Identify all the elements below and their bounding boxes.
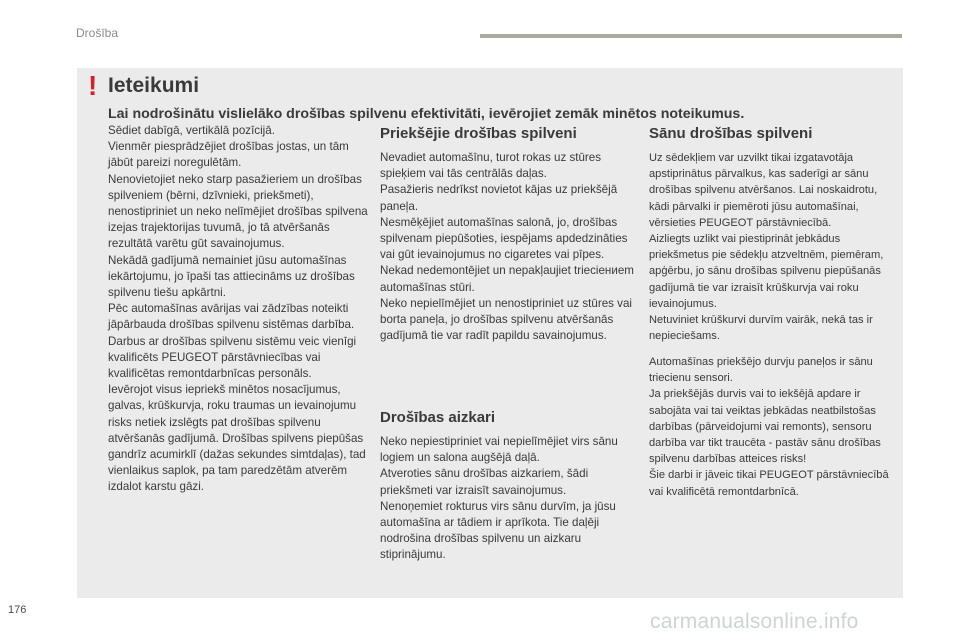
front-airbags-paragraph: Nevadiet automašīnu, turot rokas uz stūres spieķiem vai tās centrālās daļas.: [380, 151, 602, 181]
side-airbags-paragraph: Uz sēdekļiem var uzvilkt tikai izgatavotāja apstiprinātus pārvalkus, kas saderīgi ar sānu drošības spilvenu atvēršanos. Lai noskaidrotu, kādi pārvalki ir piemēroti jūsu automašīnai, vērsieties PEUGEOT pārstāvniecībā.: [649, 152, 878, 229]
side-airbags-heading: Sānu drošības spilveni: [649, 125, 813, 142]
watermark: carmanualsonline.info: [650, 610, 859, 633]
front-airbags-paragraph: Nekad nedemontējiet un nepakļaujiet trieciениem automašīnas stūri.: [380, 264, 634, 294]
front-airbags-paragraph: Neko nepielīmējiet un nenostipriniet uz stūres vai borta paneļa, jo drošības spilvenu atvēršanās gadījumā tie var radīt papildu savainojumus.: [380, 296, 632, 343]
advice-paragraph: Darbus ar drošības spilvenu sistēmu veic vienīgi kvalificēts PEUGEOT pārstāvniecības vai kvalificētas remontdarbnīcas personāls.: [108, 334, 357, 381]
side-airbags-paragraph: Netuviniet krūškurvi durvīm vairāk, nekā tas ir nepieciešams.: [649, 314, 873, 343]
curtain-airbags-heading: Drošības aizkari: [380, 409, 496, 426]
front-airbags-paragraph: Nesmēķējiet automašīnas salonā, jo, drošības spilvenam piepūšoties, iespējams apdedzināties vai gūt ievainojumus no cigaretes vai pīpes.: [380, 215, 628, 262]
advice-paragraph: Pēc automašīnas avārijas vai zādzības noteikti jāpārbauda drošības spilvenu sistēmas darbība.: [108, 302, 355, 332]
front-airbags-paragraph: Pasažieris nedrīkst novietot kājas uz priekšējā paneļa.: [380, 183, 618, 213]
side-sensors-text: [649, 354, 899, 500]
curtain-airbags-paragraph: Neko nepiestipriniet vai nepielīmējiet virs sānu logiem un salona augšējā daļā.: [380, 435, 618, 465]
side-sensors-paragraph: Šie darbi ir jāveic tikai PEUGEOT pārstāvniecībā vai kvalificētā remontdarbnīcā.: [649, 469, 889, 498]
side-sensors-paragraph: Ja priekšējās durvis vai to iekšējā apdare ir sabojāta vai tai veiktas jebkādas neatbilstošas darbības (pārveidojumi vai remonts), sensoru darbība var tikt traucēta - pastāv sānu drošības spilvenu darbības atteices risks!: [649, 388, 881, 466]
general-advice-column: [108, 123, 370, 496]
panel-title: Ieteikumi: [108, 74, 200, 97]
advice-paragraph: Vienmēr piesprādzējiet drošības jostas, un tām jābūt pareizi noregulētām.: [108, 140, 349, 170]
advice-paragraph: Ievērojot visus iepriekš minētos nosacījumus, galvas, krūškurvja, roku traumas un ievainojumu risks netiek izslēgts pat drošības spilvenu atvēršanās gadījumā. Drošības spilvens piepūšas gandrīz acumirklī (dažas sekundes simtdaļas), tad vienlaikus saplok, pa tam paredzētām atverēm izdalot karstu gāzi.: [108, 383, 366, 494]
header-divider: [480, 34, 902, 38]
side-airbags-text: [649, 150, 899, 344]
advice-paragraph: Sēdiet dabīgā, vertikālā pozīcijā.: [108, 124, 275, 137]
front-airbags-heading: Priekšējie drošības spilveni: [380, 125, 577, 142]
side-airbags-paragraph: Aizliegts uzlikt vai piestiprināt jebkādus priekšmetus pie sēdekļu atzveltnēm, piemēram, apģērbu, jo sānu drošības spilvenu piepūšanās gadījumā tie var izraisīt krūškurvja vai roku ievainojumus.: [649, 233, 884, 310]
advice-paragraph: Nenovietojiet neko starp pasažieriem un drošības spilveniem (bērni, dzīvnieki, priekšmeti), nenostipriniet un neko nelīmējiet drošības spilvena izejas trajektorijas tuvumā, jo tā atvēršanās rezultātā varētu gūt savainojumus.: [108, 172, 368, 251]
front-airbags-text: [380, 150, 635, 344]
section-label: Drošība: [76, 26, 119, 40]
curtain-airbags-text: [380, 434, 635, 564]
page-number: 176: [8, 604, 27, 616]
curtain-airbags-paragraph: Nenoņemiet rokturus virs sānu durvīm, ja jūsu automašīna ar tādiem ir aprīkota. Tie daļēji nodrošina drošības spilvenu un aizkaru stiprinājumu.: [380, 499, 616, 562]
exclamation-mark-icon: !: [88, 70, 98, 101]
advice-paragraph: Nekādā gadījumā nemainiet jūsu automašīnas iekārtojumu, jo īpaši tas attiecināms uz drošības spilvenu tiešu apkārtni.: [108, 253, 355, 300]
curtain-airbags-paragraph: Atveroties sānu drošības aizkariem, šādi priekšmeti var izraisīt savainojumus.: [380, 467, 589, 497]
panel-subtitle: Lai nodrošinātu vislielāko drošības spilvenu efektivitāti, ievērojiet zemāk minētos noteikumus.: [108, 106, 745, 122]
side-sensors-paragraph: Automašīnas priekšējo durvju paneļos ir sānu triecienu sensori.: [649, 356, 873, 385]
